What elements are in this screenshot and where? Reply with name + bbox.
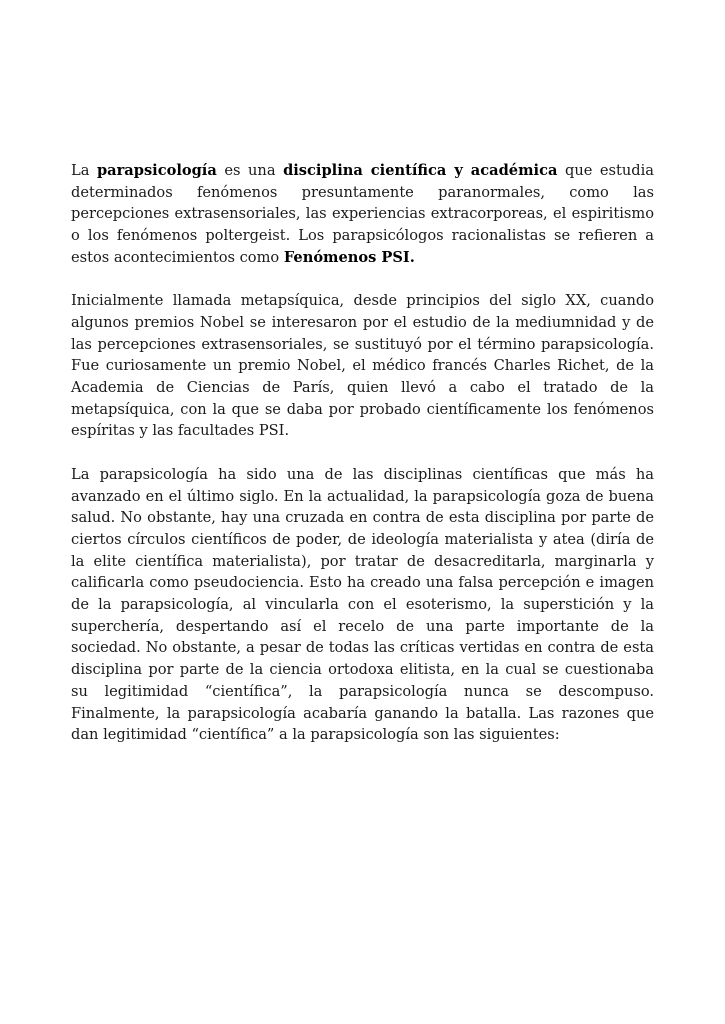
- term-disciplina: disciplina científica y académica: [283, 162, 558, 179]
- text-run: La: [71, 162, 97, 179]
- paragraph-current-status: La parapsicología ha sido una de las disciplinas científicas que más ha avanzado en el último siglo. En la actualidad, la parapsicología goza de buena salud. No obstante, hay una cruzada en contra de esta disciplina por parte de ciertos círculos científicos de poder, de ideología materialista y atea (diría de la elite científica materialista), por tratar de desacreditarla, marginarla y calificarla como pseudociencia. Esto ha creado una falsa percepción e imagen de la parapsicología, al vincularla con el esoterismo, la superstición y la superchería, despertando así el recelo de una parte importante de la sociedad. No obstante, a pesar de todas las críticas vertidas en contra de esta disciplina por parte de la ciencia ortodoxa elitista, en la cual se cuestionaba su legitimidad “científica”, la parapsicología nunca se descompuso. Finalmente, la parapsicología acabaría ganando la batalla. Las razones que dan legitimidad “científica” a la parapsicología son las siguientes:: [71, 465, 654, 744]
- paragraph-history: Inicialmente llamada metapsíquica, desde principios del siglo XX, cuando algunos premios Nobel se interesaron por el estudio de la mediumnidad y de las percepciones extrasensoriales, se sustituyó por el término parapsicología. Fue curiosamente un premio Nobel, el médico francés Charles Richet, de la Academia de Ciencias de París, quien llevó a cabo el tratado de la metapsíquica, con la que se daba por probado científicamente los fenómenos espíritas y las facultades PSI.: [71, 292, 654, 440]
- paragraph-definition: [71, 160, 654, 269]
- term-fenomenos-psi: Fenómenos PSI.: [283, 248, 415, 266]
- text-run: es una: [216, 162, 284, 179]
- term-parapsicologia: parapsicología: [96, 162, 217, 179]
- text-run: que estudia determinados fenómenos presuntamente paranormales, como las percepciones extrasensoriales, las experiencias extracorporeas, el espiritismo o los fenómenos poltergeist. Los parapsicólogos racionalistas se refieren a estos acontecimientos como: [71, 162, 654, 266]
- document-page: [71, 160, 654, 768]
